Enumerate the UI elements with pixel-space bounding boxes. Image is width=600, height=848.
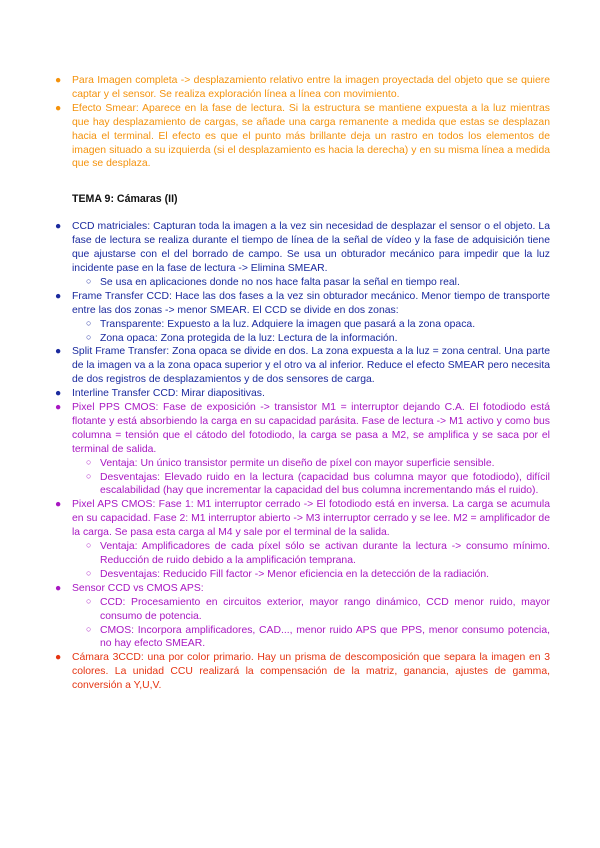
item-text: Cámara 3CCD: una por color primario. Hay un prisma de descomposición que separa la imagen en 3 colores. La unidad CCU realizará la compensación de la matriz, ganancia, ajustes de gamma, conversión a Y,U,V.	[72, 652, 550, 692]
sub-list-item	[54, 624, 550, 652]
list-item	[54, 582, 550, 596]
list-item	[54, 401, 550, 457]
section-b-list	[54, 220, 550, 401]
sub-list-item	[54, 471, 550, 499]
bullet-icon: ●	[55, 402, 62, 414]
section-heading: TEMA 9: Cámaras (II)	[72, 193, 178, 206]
item-text: CCD matriciales: Capturan toda la imagen a la vez sin necesidad de desplazar el sensor o el objeto. La fase de lectura se realiza durante el tiempo de línea de la señal de vídeo y la fase de adquisición tiene que ajustarse con el del borrado de campo. Se usa un obturador mecánico para impedir que la luz incidente pase en la fase de lectura -> Elimina SMEAR.	[72, 221, 550, 274]
item-text: Frame Transfer CCD: Hace las dos fases a la vez sin obturador mecánico. Menor tiempo de transporte entre las dos zonas -> menor SMEAR. El CCD se divide en dos zonas:	[72, 290, 550, 316]
item-text: Sensor CCD vs CMOS APS:	[72, 582, 204, 594]
bullet-icon: ●	[55, 102, 62, 114]
list-item	[54, 102, 550, 172]
list-item	[54, 498, 550, 540]
list-item	[54, 290, 550, 318]
hollow-bullet-icon: ○	[86, 331, 92, 342]
sub-item-text: Ventaja: Amplificadores de cada píxel sólo se activan durante la lectura -> consumo mínimo. Reducción de ruido debido a la amplificación temprana.	[100, 541, 550, 566]
sub-item-text: Zona opaca: Zona protegida de la luz: Lectura de la información.	[100, 332, 398, 344]
sub-item-text: Desventajas: Elevado ruido en la lectura (capacidad bus columna mayor que fotodiodo), difícil escalabilidad (hay que incrementar la capacidad del bus columna incrementando más el ruido).	[100, 471, 550, 497]
hollow-bullet-icon: ○	[86, 567, 92, 578]
bullet-icon: ●	[55, 652, 62, 664]
sub-item-text: Se usa en aplicaciones donde no nos hace falta pasar la señal en tiempo real.	[100, 276, 460, 288]
sub-list-item	[54, 596, 550, 624]
bullet-icon: ●	[55, 582, 62, 594]
sub-item-text: Transparente: Expuesto a la luz. Adquiere la imagen que pasará a la zona opaca.	[100, 318, 476, 330]
hollow-bullet-icon: ○	[86, 317, 92, 328]
list-item	[54, 651, 550, 693]
sub-list-item	[54, 540, 550, 568]
sub-item-text: Desventajas: Reducido Fill factor -> Menor eficiencia en la detección de la radiación.	[100, 568, 489, 580]
bullet-icon: ●	[55, 75, 62, 86]
section-a-list	[54, 74, 550, 171]
hollow-bullet-icon: ○	[86, 470, 92, 481]
hollow-bullet-icon: ○	[86, 456, 92, 467]
bullet-icon: ●	[55, 499, 62, 511]
sub-list-item	[54, 276, 550, 290]
sub-list-item	[54, 457, 550, 471]
document-content	[54, 74, 550, 693]
section-c-list	[54, 401, 550, 651]
sub-item-text: CCD: Procesamiento en circuitos exterior, mayor rango dinámico, CCD menor ruido, mayor consumo de potencia.	[100, 596, 550, 622]
item-text: Split Frame Transfer: Zona opaca se divide en dos. La zona expuesta a la luz = zona central. Una parte de la imagen va a la zona opaca superior y el otro va al inferior. Reduce el efecto SMEAR pero necesita de dos registros de desplazamientos y de dos sensores de carga.	[72, 346, 550, 386]
list-item	[54, 387, 550, 401]
bullet-icon: ●	[55, 221, 62, 233]
list-item	[54, 345, 550, 387]
sub-list-item	[54, 332, 550, 346]
sub-list-item	[54, 568, 550, 582]
list-item	[54, 220, 550, 276]
hollow-bullet-icon: ○	[86, 540, 92, 551]
sub-list-item	[54, 318, 550, 332]
sub-item-text: Ventaja: Un único transistor permite un diseño de píxel con mayor superficie sensible.	[100, 457, 495, 469]
item-text: Para Imagen completa -> desplazamiento relativo entre la imagen proyectada del objeto que se quiere captar y el sensor. Se realiza exploración línea a línea con movimiento.	[72, 75, 550, 100]
bullet-icon: ●	[55, 290, 62, 302]
list-item	[54, 74, 550, 102]
item-text: Interline Transfer CCD: Mirar diapositivas.	[72, 388, 265, 400]
sub-item-text: CMOS: Incorpora amplificadores, CAD..., menor ruido APS que PPS, menor consumo potencia, no hay efecto SMEAR.	[100, 624, 550, 650]
item-text: Efecto Smear: Aparece en la fase de lectura. Si la estructura se mantiene expuesta a la luz mientras que hay desplazamiento de cargas, se añade una carga remanente a medida que estas se desplazan hacia el terminal. El efecto es que el punto más brillante deja un rastro en todos los elementos de imagen situado a su izquierda (si el desplazamiento es hacia la derecha) y en su misma línea a medida que se desplaza.	[72, 102, 550, 170]
item-text: Pixel PPS CMOS: Fase de exposición -> transistor M1 = interruptor dejando C.A. El fotodiodo está flotante y está absorbiendo la carga en su capacidad parásita. Fase de lectura -> M1 activo y como bus columna = tensión que el cátodo del fotodiodo, la carga se pasa a M2, se amplifica y se saca por el terminal de salida.	[72, 402, 550, 455]
item-text: Pixel APS CMOS: Fase 1: M1 interruptor cerrado -> El fotodiodo está en inversa. La carga se acumula en su capacidad. Fase 2: M1 interruptor abierto -> M3 interruptor cerrado y se lee. M2 = amplificador de la carga. Se pasa esta carga al M4 y sale por el terminal de la salida.	[72, 499, 550, 539]
section-d-list	[54, 651, 550, 693]
bullet-icon: ●	[55, 388, 62, 400]
hollow-bullet-icon: ○	[86, 595, 92, 606]
hollow-bullet-icon: ○	[86, 275, 92, 286]
bullet-icon: ●	[55, 346, 62, 358]
hollow-bullet-icon: ○	[86, 623, 92, 634]
